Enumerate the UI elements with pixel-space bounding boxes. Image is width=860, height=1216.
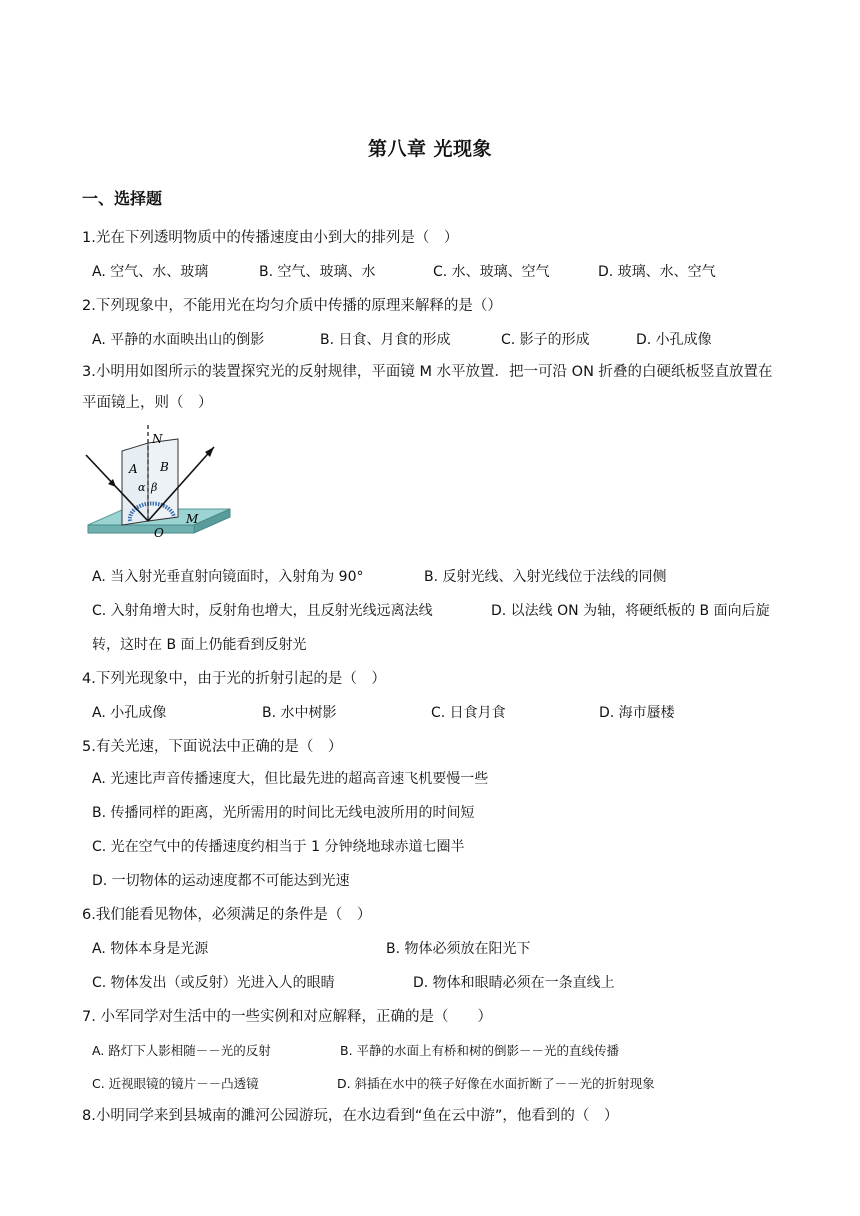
label-alpha: α (138, 481, 146, 494)
question-6-option-d: D. 物体和眼睛必须在一条直线上 (413, 975, 615, 991)
question-5-option-b: B. 传播同样的距离，光所需用的时间比无线电波所用的时间短 (92, 805, 475, 821)
question-4-option-a: A. 小孔成像 (92, 705, 167, 721)
label-o: O (154, 526, 164, 540)
question-5-option-a: A. 光速比声音传播速度大，但比最先进的超高音速飞机要慢一些 (92, 771, 489, 787)
cardboard-panel-b (148, 439, 178, 521)
question-4-option-d: D. 海市蜃楼 (599, 705, 675, 721)
question-3-option-d-continued: 转，这时在 B 面上仍能看到反射光 (92, 637, 307, 653)
label-n: N (152, 432, 163, 446)
question-1-option-a: A. 空气、水、玻璃 (92, 264, 209, 280)
question-2-option-c: C. 影子的形成 (501, 332, 590, 348)
question-7-stem: 7. 小军同学对生活中的一些实例和对应解释，正确的是（ ） (82, 1009, 492, 1025)
question-8-stem: 8.小明同学来到县城南的濉河公园游玩，在水边看到“鱼在云中游”，他看到的（ ） (82, 1108, 619, 1124)
question-4-option-b: B. 水中树影 (262, 705, 337, 721)
label-beta: β (151, 481, 158, 494)
question-7-option-c: C. 近视眼镜的镜片－－凸透镜 (92, 1076, 259, 1091)
question-2-option-b: B. 日食、月食的形成 (320, 332, 451, 348)
label-a: A (129, 462, 138, 476)
page-title: 第八章 光现象 (367, 138, 493, 160)
question-5-option-c: C. 光在空气中的传播速度约相当于 1 分钟绕地球赤道七圈半 (92, 839, 465, 855)
question-7-option-d: D. 斜插在水中的筷子好像在水面折断了－－光的折射现象 (337, 1076, 655, 1091)
question-3-stem: 3.小明用如图所示的装置探究光的反射规律，平面镜 M 水平放置．把一可沿 ON 折叠的白硬纸板竖直放置在平面镜上，则（ ） (82, 364, 773, 411)
question-5-stem: 5.有关光速，下面说法中正确的是（ ） (82, 739, 343, 755)
question-3-option-a: A. 当入射光垂直射向镜面时，入射角为 90° (92, 569, 364, 585)
label-m: M (186, 512, 199, 526)
question-1-option-b: B. 空气、玻璃、水 (259, 264, 376, 280)
question-1-option-c: C. 水、玻璃、空气 (433, 264, 550, 280)
question-6-option-a: A. 物体本身是光源 (92, 941, 209, 957)
question-5-option-d: D. 一切物体的运动速度都不可能达到光速 (92, 873, 350, 889)
question-2-option-d: D. 小孔成像 (636, 332, 712, 348)
question-7-option-b: B. 平静的水面上有桥和树的倒影－－光的直线传播 (340, 1043, 620, 1058)
question-2-stem: 2.下列现象中，不能用光在均匀介质中传播的原理来解释的是（） (82, 298, 502, 314)
plane-mirror-edge (88, 525, 194, 533)
question-4-option-c: C. 日食月食 (431, 705, 506, 721)
question-1-option-d: D. 玻璃、水、空气 (598, 264, 716, 280)
question-4-stem: 4.下列光现象中，由于光的折射引起的是（ ） (82, 671, 386, 687)
question-6-option-c: C. 物体发出（或反射）光进入人的眼睛 (92, 975, 335, 991)
question-2-option-a: A. 平静的水面映出山的倒影 (92, 332, 265, 348)
question-6-option-b: B. 物体必须放在阳光下 (386, 941, 531, 957)
question-3-option-c: C. 入射角增大时，反射角也增大，且反射光线远离法线 (92, 603, 433, 619)
question-6-stem: 6.我们能看见物体，必须满足的条件是（ ） (82, 907, 372, 923)
section-heading: 一、选择题 (82, 189, 163, 208)
question-3-option-d: D. 以法线 ON 为轴，将硬纸板的 B 面向后旋 (491, 603, 770, 619)
question-3-option-b: B. 反射光线、入射光线位于法线的同侧 (424, 569, 667, 585)
question-1-stem: 1.光在下列透明物质中的传播速度由小到大的排列是（ ） (82, 230, 459, 246)
question-7-option-a: A. 路灯下人影相随－－光的反射 (92, 1043, 271, 1058)
label-b: B (160, 460, 169, 474)
reflection-experiment-diagram (84, 425, 232, 549)
